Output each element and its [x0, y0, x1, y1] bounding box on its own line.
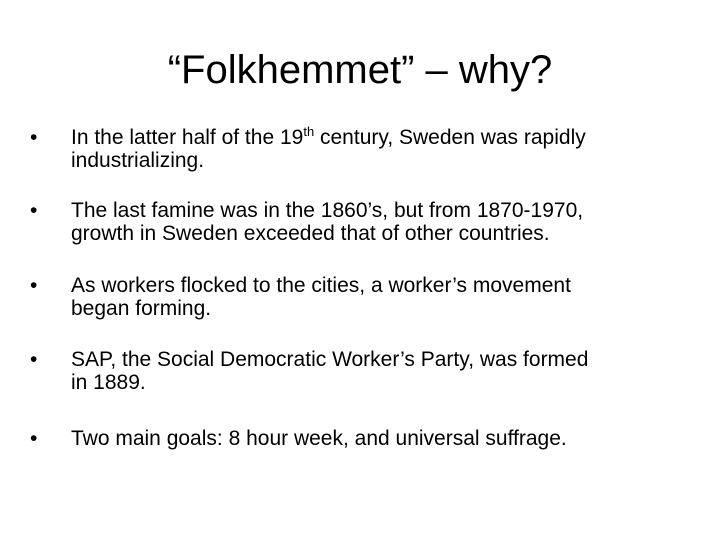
bullet-item-1	[30, 126, 698, 172]
bullet-3-line-1: As workers flocked to the cities, a worker’s movement	[71, 274, 571, 297]
bullet-icon: •	[30, 274, 38, 297]
slide-title: “Folkhemmet” – why?	[167, 48, 553, 92]
bullet-list	[30, 126, 698, 450]
bullet-item-4	[30, 348, 698, 394]
bullet-1-text-start: In the latter half of the 19	[71, 126, 304, 149]
bullet-item-2	[30, 199, 698, 245]
bullet-icon: •	[30, 427, 38, 450]
bullet-1-line-2: industrializing.	[71, 149, 205, 172]
bullet-1-superscript: th	[303, 124, 315, 139]
bullet-item-3	[30, 274, 698, 320]
bullet-1-text-end: century, Sweden was rapidly	[314, 126, 586, 149]
bullet-2-line-2: growth in Sweden exceeded that of other countries.	[71, 222, 550, 245]
bullet-item-5	[30, 427, 698, 450]
bullet-4-line-1: SAP, the Social Democratic Worker’s Party, was formed	[71, 348, 589, 371]
bullet-4-line-2: in 1889.	[71, 371, 146, 394]
bullet-2-line-1: The last famine was in the 1860’s, but from 1870-1970,	[71, 199, 584, 222]
bullet-5-line-1: Two main goals: 8 hour week, and universal suffrage.	[71, 427, 567, 450]
bullet-1-line-1	[71, 126, 698, 149]
bullet-icon: •	[30, 126, 38, 149]
bullet-icon: •	[30, 199, 38, 222]
bullet-3-line-2: began forming.	[71, 297, 212, 320]
bullet-icon: •	[30, 348, 38, 371]
